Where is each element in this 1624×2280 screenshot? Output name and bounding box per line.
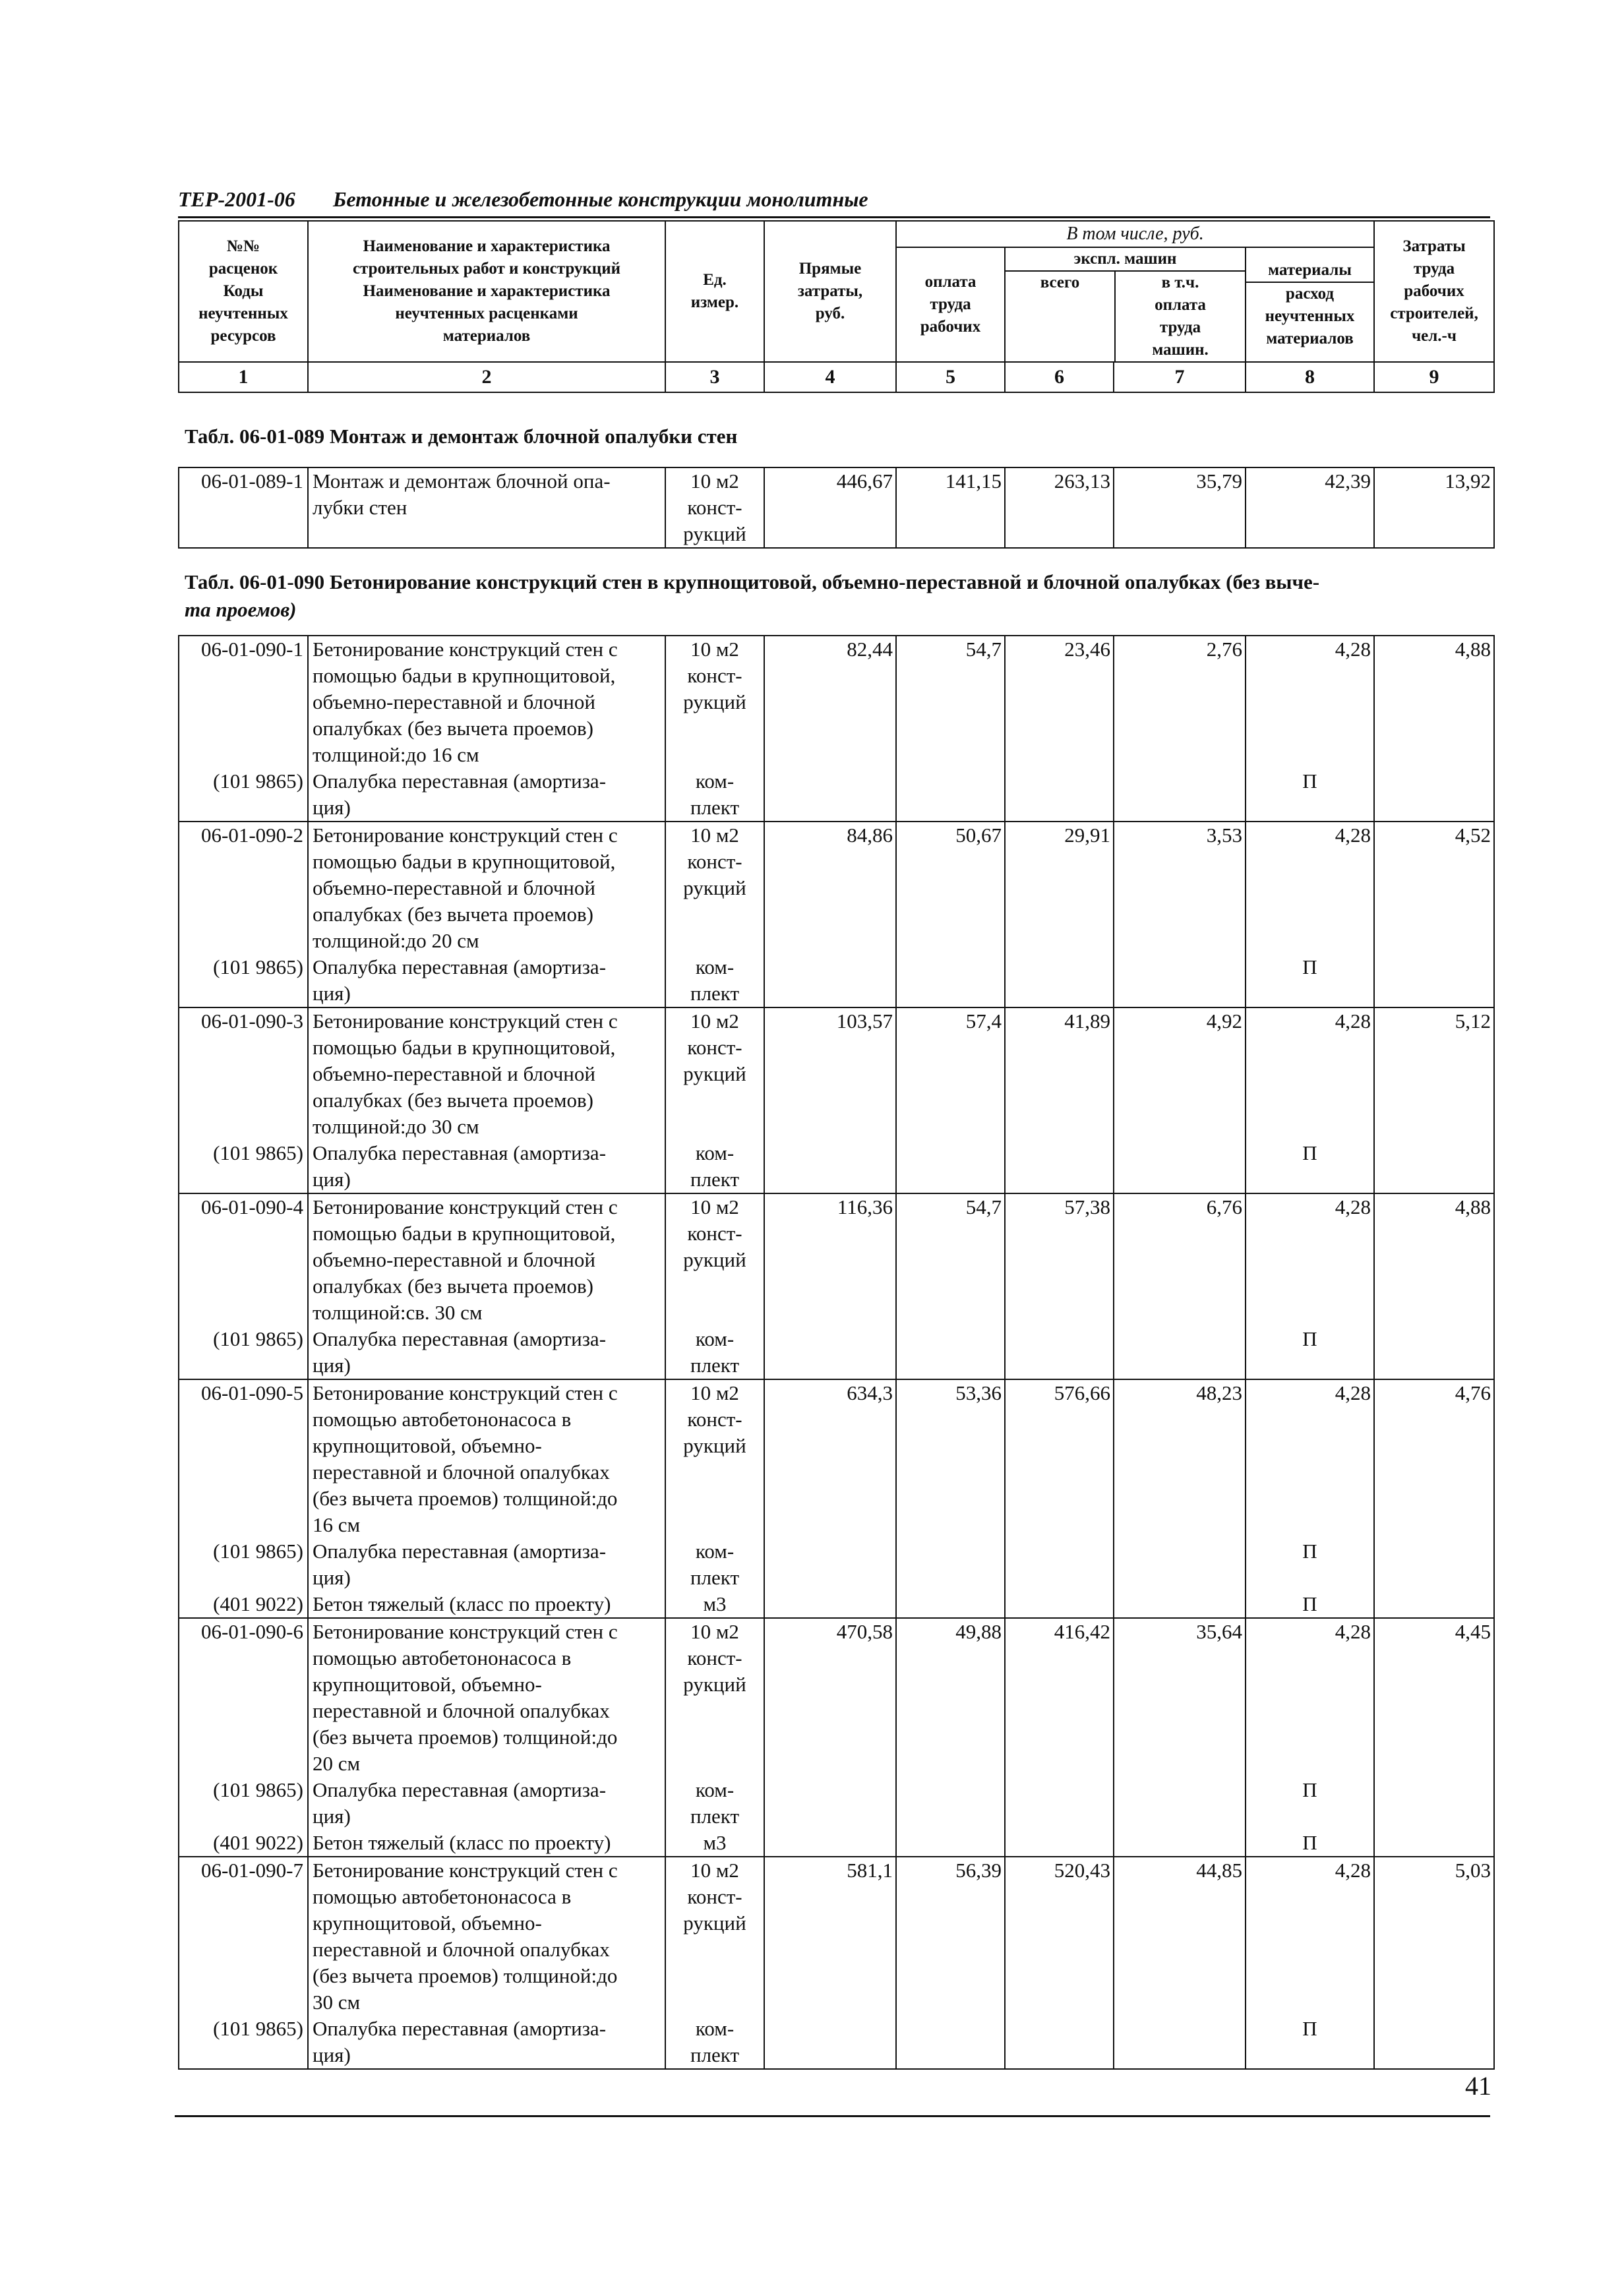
empty-cell (1374, 1777, 1494, 1830)
material-unit: ком- плект (665, 768, 764, 822)
empty-cell (896, 1777, 1005, 1830)
material-name: Опалубка переставная (амортиза- ция) (308, 1326, 665, 1379)
empty-cell (1114, 2016, 1246, 2069)
empty-cell (1374, 1326, 1494, 1379)
materials-cost: 4,28 (1246, 1007, 1374, 1140)
materials-cost: 4,28 (1246, 636, 1374, 768)
material-name: Опалубка переставная (амортиза- ция) (308, 1538, 665, 1591)
material-flag: П (1246, 1830, 1374, 1857)
material-row (179, 1538, 1494, 1591)
table-row (179, 1379, 1494, 1538)
empty-cell (1374, 768, 1494, 822)
rate-unit: 10 м2 конст- рукций (665, 1618, 764, 1777)
empty-cell (764, 1326, 896, 1379)
document-section-title: Бетонные и железобетонные конструкции монолитные (333, 187, 868, 211)
material-name: Опалубка переставная (амортиза- ция) (308, 768, 665, 822)
page-number: 41 (1465, 2071, 1491, 2101)
empty-cell (1114, 1326, 1246, 1379)
machine-cost: 263,13 (1005, 467, 1114, 548)
empty-cell (1114, 768, 1246, 822)
material-flag: П (1246, 768, 1374, 822)
material-code: (401 9022) (179, 1830, 308, 1857)
rate-unit: 10 м2 конст- рукций (665, 636, 764, 768)
material-flag: П (1246, 1777, 1374, 1830)
rate-unit: 10 м2 конст- рукций (665, 1857, 764, 2016)
rate-code: 06-01-090-3 (179, 1007, 308, 1140)
material-name: Бетон тяжелый (класс по проекту) (308, 1830, 665, 1857)
empty-cell (896, 768, 1005, 822)
rate-code: 06-01-090-4 (179, 1193, 308, 1326)
empty-cell (1114, 1830, 1246, 1857)
header-materials-col: материалы расход неучтенных материалов (1246, 247, 1374, 362)
empty-cell (764, 2016, 896, 2069)
empty-cell (764, 1591, 896, 1618)
empty-cell (764, 954, 896, 1007)
material-row (179, 954, 1494, 1007)
material-code: (101 9865) (179, 768, 308, 822)
document-code: ТЕР-2001-06 (178, 187, 295, 211)
header-pay-col: оплата труда рабочих (896, 247, 1005, 362)
machine-pay-cost: 44,85 (1114, 1857, 1246, 2016)
material-row (179, 1830, 1494, 1857)
pay-cost: 141,15 (896, 467, 1005, 548)
rate-name: Монтаж и демонтаж блочной опа- лубки стен (308, 467, 665, 548)
empty-cell (1005, 768, 1114, 822)
machine-pay-cost: 3,53 (1114, 822, 1246, 954)
rate-unit: 10 м2 конст- рукций (665, 1379, 764, 1538)
material-unit: ком- плект (665, 1538, 764, 1591)
empty-cell (1005, 1140, 1114, 1193)
machine-pay-cost: 48,23 (1114, 1379, 1246, 1538)
empty-cell (764, 1830, 896, 1857)
material-name: Опалубка переставная (амортиза- ция) (308, 954, 665, 1007)
material-code: (101 9865) (179, 1326, 308, 1379)
machine-cost: 41,89 (1005, 1007, 1114, 1140)
column-header-table (178, 220, 1495, 393)
machine-pay-cost: 2,76 (1114, 636, 1246, 768)
table-row (179, 1193, 1494, 1326)
empty-cell (896, 954, 1005, 1007)
machine-cost: 29,91 (1005, 822, 1114, 954)
machine-pay-cost: 35,64 (1114, 1618, 1246, 1777)
empty-cell (1114, 1777, 1246, 1830)
labor-cost: 4,52 (1374, 822, 1494, 954)
pay-cost: 56,39 (896, 1857, 1005, 2016)
material-flag: П (1246, 1326, 1374, 1379)
machine-cost: 57,38 (1005, 1193, 1114, 1326)
direct-cost: 82,44 (764, 636, 896, 768)
empty-cell (896, 1326, 1005, 1379)
material-row (179, 1140, 1494, 1193)
rate-unit: 10 м2 конст- рукций (665, 467, 764, 548)
header-code-col: №№ расценок Коды неучтенных ресурсов (179, 221, 308, 362)
rate-code: 06-01-090-5 (179, 1379, 308, 1538)
rate-code: 06-01-090-1 (179, 636, 308, 768)
pay-cost: 49,88 (896, 1618, 1005, 1777)
table-090 (178, 635, 1495, 2070)
material-name: Опалубка переставная (амортиза- ция) (308, 2016, 665, 2069)
labor-cost: 4,88 (1374, 1193, 1494, 1326)
rate-name: Бетонирование конструкций стен с помощью автобетононасоса в крупнощитовой, объемно- переставной и блочной опалубках (без вычета проемов) толщиной:до 30 см (308, 1857, 665, 2016)
header-including-group: В том числе, руб. (896, 221, 1374, 247)
machine-pay-cost: 35,79 (1114, 467, 1246, 548)
empty-cell (1005, 1591, 1114, 1618)
footer-rule (175, 2115, 1490, 2117)
rate-unit: 10 м2 конст- рукций (665, 822, 764, 954)
machine-pay-cost: 4,92 (1114, 1007, 1246, 1140)
material-flag: П (1246, 1140, 1374, 1193)
material-row (179, 1326, 1494, 1379)
material-code: (101 9865) (179, 1140, 308, 1193)
machine-cost: 416,42 (1005, 1618, 1114, 1777)
empty-cell (1005, 1830, 1114, 1857)
direct-cost: 84,86 (764, 822, 896, 954)
rate-name: Бетонирование конструкций стен с помощью автобетононасоса в крупнощитовой, объемно- переставной и блочной опалубках (без вычета проемов) толщиной:до 16 см (308, 1379, 665, 1538)
header-machines-group: экспл. машин всего в т.ч. оплата труда машин. (1005, 247, 1246, 362)
material-unit: ком- плект (665, 2016, 764, 2069)
material-unit: м3 (665, 1591, 764, 1618)
empty-cell (1005, 954, 1114, 1007)
empty-cell (1374, 2016, 1494, 2069)
machine-pay-cost: 6,76 (1114, 1193, 1246, 1326)
rate-name: Бетонирование конструкций стен с помощью бадьи в крупнощитовой, объемно-переставной и блочной опалубках (без вычета проемов) толщиной:св. 30 см (308, 1193, 665, 1326)
material-code: (101 9865) (179, 1538, 308, 1591)
empty-cell (1374, 1140, 1494, 1193)
labor-cost: 4,88 (1374, 636, 1494, 768)
material-code: (101 9865) (179, 1777, 308, 1830)
table-089 (178, 467, 1495, 549)
header-direct-col: Прямые затраты, руб. (764, 221, 896, 362)
header-labor-col: Затраты труда рабочих строителей, чел.-ч (1374, 221, 1494, 362)
empty-cell (764, 1538, 896, 1591)
rate-name: Бетонирование конструкций стен с помощью бадьи в крупнощитовой, объемно-переставной и блочной опалубках (без вычета проемов) толщиной:до 20 см (308, 822, 665, 954)
material-name: Бетон тяжелый (класс по проекту) (308, 1591, 665, 1618)
material-unit: ком- плект (665, 1777, 764, 1830)
empty-cell (1005, 1326, 1114, 1379)
pay-cost: 54,7 (896, 1193, 1005, 1326)
empty-cell (1374, 1538, 1494, 1591)
rate-name: Бетонирование конструкций стен с помощью автобетононасоса в крупнощитовой, объемно- переставной и блочной опалубках (без вычета проемов) толщиной:до 20 см (308, 1618, 665, 1777)
rate-code: 06-01-090-6 (179, 1618, 308, 1777)
material-flag: П (1246, 2016, 1374, 2069)
table-row (179, 467, 1494, 548)
material-row (179, 768, 1494, 822)
running-header (178, 185, 1490, 218)
material-row (179, 1777, 1494, 1830)
direct-cost: 446,67 (764, 467, 896, 548)
material-name: Опалубка переставная (амортиза- ция) (308, 1140, 665, 1193)
material-code: (101 9865) (179, 954, 308, 1007)
material-unit: м3 (665, 1830, 764, 1857)
empty-cell (764, 768, 896, 822)
empty-cell (1114, 1591, 1246, 1618)
rate-name: Бетонирование конструкций стен с помощью бадьи в крупнощитовой, объемно-переставной и блочной опалубках (без вычета проемов) толщиной:до 16 см (308, 636, 665, 768)
empty-cell (1005, 1777, 1114, 1830)
header-name-col: Наименование и характеристика строительных работ и конструкций Наименование и характеристика неучтенных расценками материалов (308, 221, 665, 362)
direct-cost: 116,36 (764, 1193, 896, 1326)
material-flag: П (1246, 954, 1374, 1007)
table-row (179, 1007, 1494, 1140)
pay-cost: 53,36 (896, 1379, 1005, 1538)
empty-cell (896, 1830, 1005, 1857)
empty-cell (1114, 954, 1246, 1007)
table-row (179, 636, 1494, 768)
material-unit: ком- плект (665, 1326, 764, 1379)
empty-cell (896, 1140, 1005, 1193)
materials-cost: 4,28 (1246, 1857, 1374, 2016)
material-row (179, 1591, 1494, 1618)
empty-cell (896, 1591, 1005, 1618)
table-089-title: Табл. 06-01-089 Монтаж и демонтаж блочной опалубки стен (185, 425, 738, 448)
table-row (179, 822, 1494, 954)
material-name: Опалубка переставная (амортиза- ция) (308, 1777, 665, 1830)
machine-cost: 23,46 (1005, 636, 1114, 768)
machine-cost: 520,43 (1005, 1857, 1114, 2016)
materials-cost: 4,28 (1246, 1618, 1374, 1777)
rate-code: 06-01-089-1 (179, 467, 308, 548)
labor-cost: 5,12 (1374, 1007, 1494, 1140)
empty-cell (896, 1538, 1005, 1591)
labor-cost: 5,03 (1374, 1857, 1494, 2016)
empty-cell (764, 1777, 896, 1830)
pay-cost: 54,7 (896, 636, 1005, 768)
table-row (179, 1618, 1494, 1777)
materials-cost: 4,28 (1246, 1379, 1374, 1538)
empty-cell (1114, 1538, 1246, 1591)
header-unit-col: Ед. измер. (665, 221, 764, 362)
column-numbers-row: 1 2 3 4 5 6 7 8 9 (179, 362, 1494, 392)
empty-cell (1005, 2016, 1114, 2069)
rate-name: Бетонирование конструкций стен с помощью бадьи в крупнощитовой, объемно-переставной и блочной опалубках (без вычета проемов) толщиной:до 30 см (308, 1007, 665, 1140)
empty-cell (1374, 954, 1494, 1007)
empty-cell (1374, 1830, 1494, 1857)
empty-cell (1005, 1538, 1114, 1591)
materials-cost: 4,28 (1246, 1193, 1374, 1326)
labor-cost: 4,76 (1374, 1379, 1494, 1538)
materials-cost: 42,39 (1246, 467, 1374, 548)
empty-cell (1114, 1140, 1246, 1193)
material-row (179, 2016, 1494, 2069)
empty-cell (896, 2016, 1005, 2069)
labor-cost: 13,92 (1374, 467, 1494, 548)
rate-unit: 10 м2 конст- рукций (665, 1193, 764, 1326)
table-row (179, 1857, 1494, 2016)
rate-code: 06-01-090-2 (179, 822, 308, 954)
direct-cost: 634,3 (764, 1379, 896, 1538)
direct-cost: 581,1 (764, 1857, 896, 2016)
empty-cell (1374, 1591, 1494, 1618)
materials-cost: 4,28 (1246, 822, 1374, 954)
material-unit: ком- плект (665, 1140, 764, 1193)
direct-cost: 470,58 (764, 1618, 896, 1777)
pay-cost: 57,4 (896, 1007, 1005, 1140)
rate-code: 06-01-090-7 (179, 1857, 308, 2016)
empty-cell (764, 1140, 896, 1193)
labor-cost: 4,45 (1374, 1618, 1494, 1777)
material-flag: П (1246, 1591, 1374, 1618)
direct-cost: 103,57 (764, 1007, 896, 1140)
material-unit: ком- плект (665, 954, 764, 1007)
material-flag: П (1246, 1538, 1374, 1591)
material-code: (101 9865) (179, 2016, 308, 2069)
material-code: (401 9022) (179, 1591, 308, 1618)
table-090-title: Табл. 06-01-090 Бетонирование конструкций стен в крупнощитовой, объемно-переставной и блочной опалубках (без выче- та проемов) (185, 570, 1320, 621)
machine-cost: 576,66 (1005, 1379, 1114, 1538)
rate-unit: 10 м2 конст- рукций (665, 1007, 764, 1140)
pay-cost: 50,67 (896, 822, 1005, 954)
